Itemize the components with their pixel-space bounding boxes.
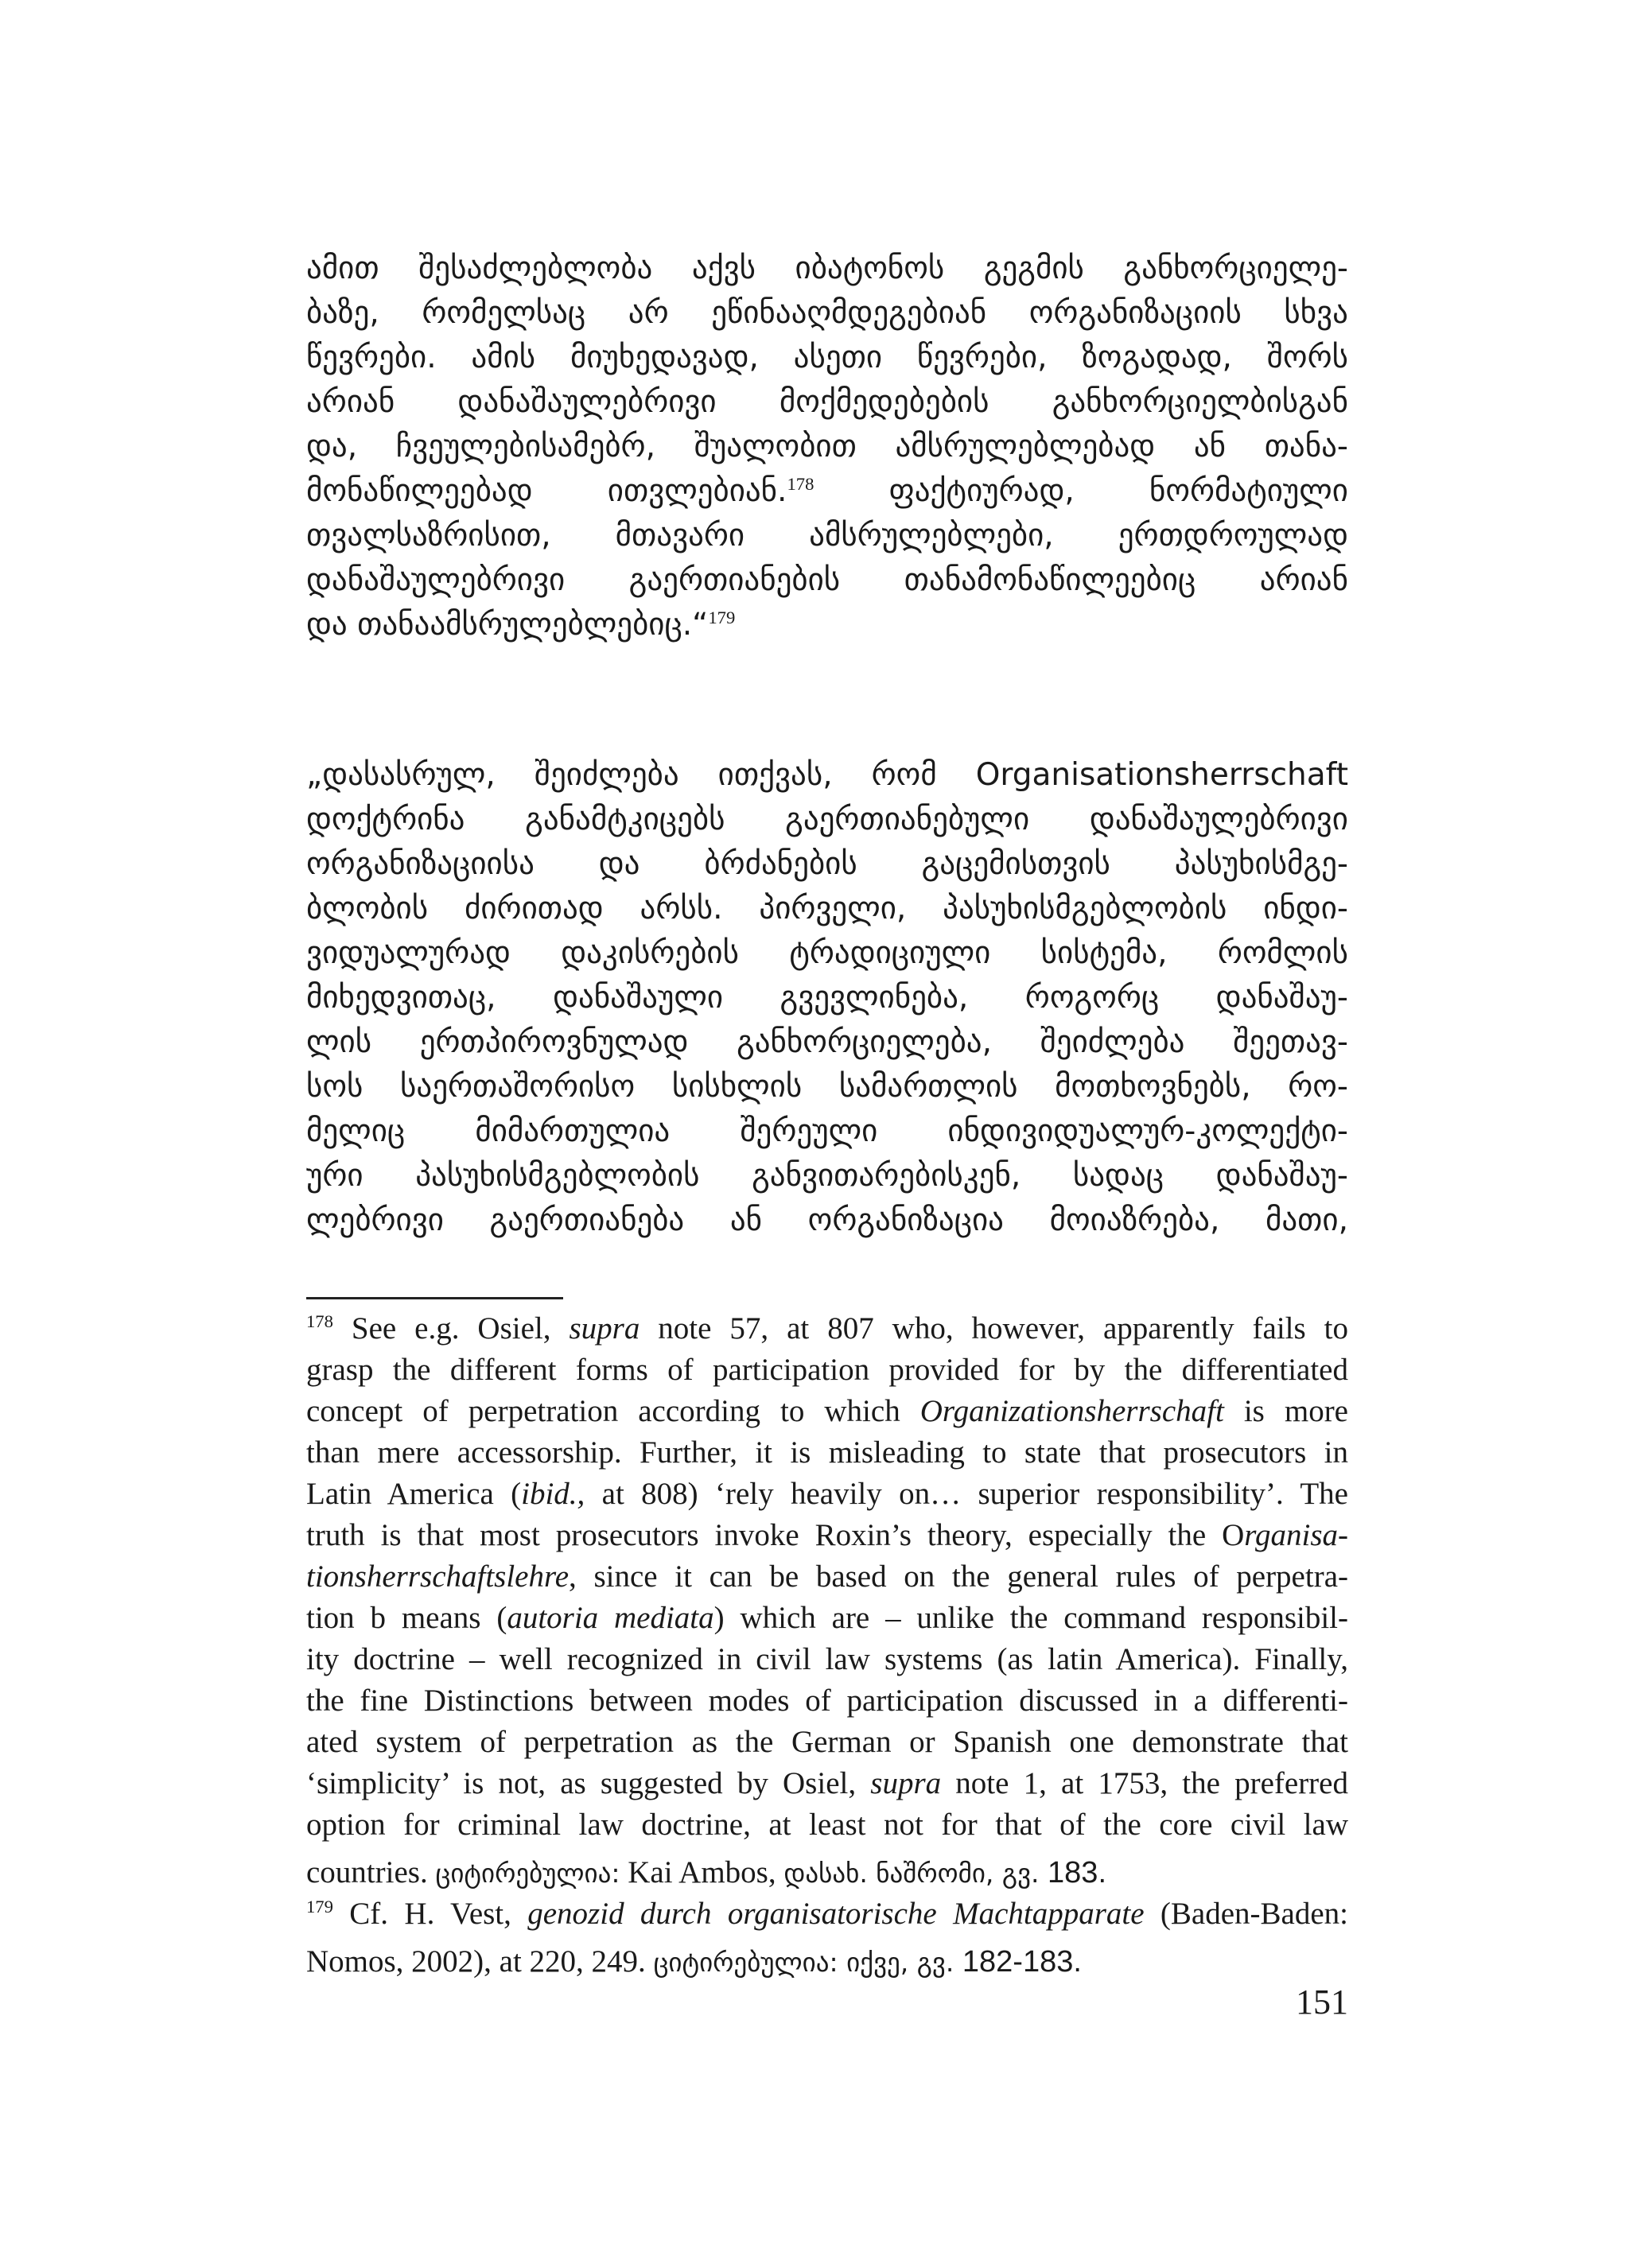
footnote-178-line: the fine Distinctions between modes of participation discussed in a differenti-	[306, 1684, 1348, 1718]
text-run: autoria mediata	[507, 1601, 714, 1635]
text-run: concept of perpetration according to which	[306, 1394, 920, 1428]
text-run: ) which are – unlike the command responsibil-	[713, 1601, 1349, 1635]
text-line: მელიც მიმართულია შერეული ინდივიდუალურ-კოლექტი-	[306, 1113, 1348, 1149]
text-line: თვალსაზრისით, მთავარი ამსრულებლები, ერთდროულად	[306, 518, 1348, 553]
text-run: truth is that most prosecutors invoke Roxin’s theory, especially the O	[306, 1518, 1245, 1552]
text-run: See e.g. Osiel,	[332, 1311, 570, 1346]
footnote-178-line	[306, 1474, 1348, 1515]
text-line: სოს საერთაშორისო სისხლის სამართლის მოთხოვნებს, რო-	[306, 1069, 1348, 1105]
text-line: წევრები. ამის მიუხედავად, ასეთი წევრები, ზოგადად, შორს	[306, 340, 1348, 375]
text-run: supra	[870, 1766, 942, 1800]
footnote-178-line: than mere accessorship. Further, it is misleading to state that prosecutors in	[306, 1435, 1348, 1470]
text-line: ლებრივი გაერთიანება ან ორგანიზაცია მოიაზრება, მათი,	[306, 1202, 1348, 1238]
text-run: Cf. H. Vest,	[332, 1897, 528, 1931]
footnote-marker-178: 178	[306, 1311, 333, 1331]
text-run: countries.	[306, 1855, 436, 1889]
footnote-178-line	[306, 1308, 1348, 1350]
text-line: ვიდუალურად დაკისრების ტრადიციული სისტემა, რომლის	[306, 935, 1348, 971]
text-run: ibid.,	[521, 1477, 585, 1511]
text-run: (Baden-Baden:	[1144, 1897, 1348, 1931]
footnote-179-line	[306, 1893, 1348, 1935]
text-run: 183.	[1039, 1856, 1107, 1889]
text-run: Organizationsherrschaft	[919, 1394, 1224, 1428]
paragraph-1	[306, 247, 1348, 647]
text-run: , since it can be based on the general rules of perpetra-	[569, 1559, 1348, 1594]
text-run: at 808) ‘rely heavily on… superior responsibility’. The	[585, 1477, 1348, 1511]
text-run: ციტირებულია: იქვე, გვ.	[653, 1947, 954, 1978]
footnote-178-line: ity doctrine – well recognized in civil law systems (as latin America). Finally,	[306, 1642, 1348, 1676]
footnote-ref-179[interactable]: 179	[708, 608, 736, 627]
text-run: ფაქტიურად, ნორმატიული	[814, 473, 1348, 509]
footnote-178-line	[306, 1852, 1348, 1893]
text-line: დანაშაულებრივი გაერთიანების თანამონაწილეებიც არიან	[306, 562, 1348, 598]
footnote-178-line	[306, 1515, 1348, 1556]
text-run: და თანაამსრულებლებიც.“	[306, 607, 709, 643]
footnote-179-line	[306, 1941, 1348, 1983]
text-line: ბლობის ძირითად არსს. პირველი, პასუხისმგებლობის ინდი-	[306, 891, 1348, 926]
text-run: note 1, at 1753, the preferred	[941, 1766, 1348, 1800]
footnote-ref-178[interactable]: 178	[787, 474, 814, 494]
text-line: და, ჩვეულებისამებრ, შუალობით ამსრულებლებად ან თანა-	[306, 429, 1348, 464]
text-line: ბაზე, რომელსაც არ ეწინააღმდეგებიან ორგანიზაციის სხვა	[306, 295, 1348, 331]
text-run: tion b means (	[306, 1601, 507, 1635]
text-run: Kai Ambos,	[620, 1855, 784, 1889]
footnote-178-line: option for criminal law doctrine, at least not for that of the core civil law	[306, 1808, 1348, 1842]
footnote-marker-179: 179	[306, 1897, 333, 1917]
text-run: supra	[569, 1311, 640, 1346]
text-run: genozid durch organisatorische Machtapparate	[527, 1897, 1145, 1931]
text-line	[306, 469, 1348, 514]
text-line: ური პასუხისმგებლობის განვითარებისკენ, სადაც დანაშაუ-	[306, 1158, 1348, 1194]
text-line: ამით შესაძლებლობა აქვს იბატონოს გეგმის განხორციელე-	[306, 250, 1348, 286]
text-line: დოქტრინა განამტკიცებს გაერთიანებული დანაშაულებრივი	[306, 802, 1348, 837]
footnote-178-line: grasp the different forms of participation provided for by the differentiated	[306, 1353, 1348, 1387]
text-run: ‘simplicity’ is not, as suggested by Osiel,	[306, 1766, 871, 1800]
text-line	[306, 603, 1348, 647]
footnote-separator	[306, 1297, 563, 1299]
footnote-178-line	[306, 1556, 1348, 1598]
text-run: დასახ. ნაშრომი, გვ.	[783, 1858, 1040, 1889]
footnote-178-line	[306, 1763, 1348, 1804]
footnote-178-line	[306, 1391, 1348, 1432]
paragraph-2	[306, 753, 1348, 1243]
text-line: ლის ერთპიროვნულად განხორციელება, შეიძლება შეეთავ-	[306, 1024, 1348, 1060]
text-run: tionsherrschaftslehre	[306, 1559, 570, 1594]
text-line: მიხედვითაც, დანაშაული გვევლინება, როგორც დანაშაუ-	[306, 980, 1348, 1016]
text-run: მონაწილეებად ითვლებიან.	[306, 473, 787, 509]
text-line: არიან დანაშაულებრივი მოქმედებების განხორციელბისგან	[306, 384, 1348, 420]
text-line: „დასასრულ, შეიძლება ითქვას, რომ Organisationsherrschaft	[306, 757, 1348, 793]
text-run: 182-183.	[954, 1945, 1082, 1979]
page-number: 151	[1296, 1983, 1348, 2021]
text-run: is more	[1223, 1394, 1348, 1428]
text-run: note 57, at 807 who, however, apparently fails to	[640, 1311, 1348, 1346]
text-line: ორგანიზაციისა და ბრძანების გაცემისთვის პასუხისმგე-	[306, 846, 1348, 882]
text-run: Latin America (	[306, 1477, 522, 1511]
footnote-178-line: ated system of perpetration as the German or Spanish one demonstrate that	[306, 1725, 1348, 1759]
footnotes	[306, 1308, 1348, 1983]
text-run: Nomos, 2002), at 220, 249.	[306, 1944, 654, 1979]
text-run: ციტირებულია:	[435, 1858, 620, 1889]
text-run: rganisa-	[1244, 1518, 1348, 1552]
footnote-178-line	[306, 1598, 1348, 1639]
